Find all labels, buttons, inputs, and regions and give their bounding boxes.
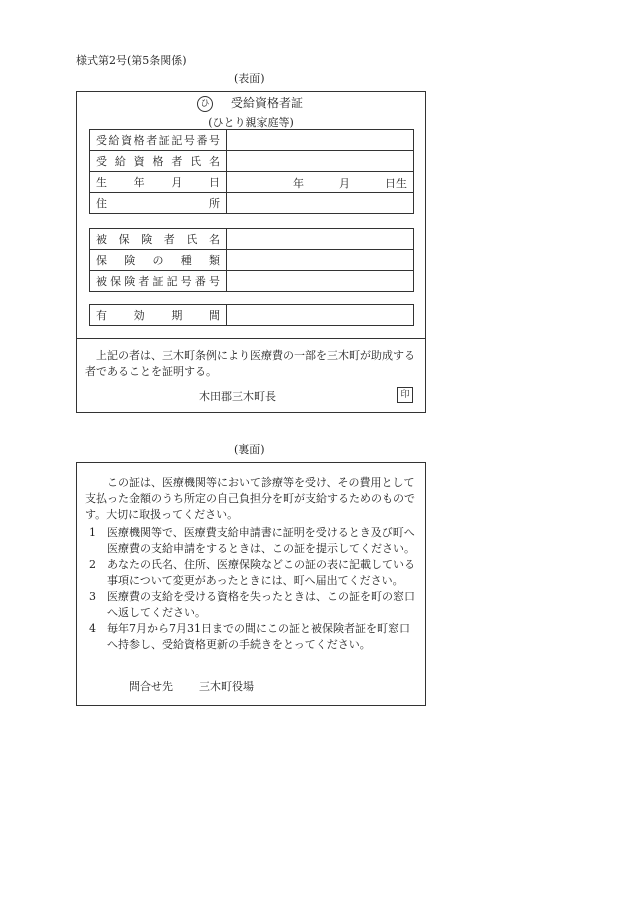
card-title: 受給資格者証 [231, 96, 304, 110]
table-row [90, 151, 414, 172]
list-item [85, 621, 415, 653]
insurance-type-label: 保険の種類 [90, 250, 227, 271]
certification-text: 上記の者は、三木町条例により医療費の一部を三木町が助成する者であることを証明する。 [85, 349, 415, 378]
seal-mark: 印 [397, 387, 413, 403]
insurance-type-value [227, 250, 414, 271]
back-card [76, 462, 426, 706]
address-label: 住所 [90, 193, 227, 214]
table-row [90, 305, 414, 326]
mayor-title: 木田郡三木町長 [199, 390, 276, 403]
insurance-card-number-value [227, 271, 414, 292]
list-item [85, 525, 415, 557]
insurance-table [89, 228, 414, 292]
note-text: 医療機関等で、医療費支給申請書に証明を受けるとき及び町へ医療費の支給申請をするときは、この証を提示してください。 [107, 526, 415, 555]
back-intro-text: この証は、医療機関等において診療等を受け、その費用として支払った金額のうち所定の自己負担分を町が支給するためのものです。大切に取扱ってください。 [85, 476, 415, 521]
certificate-number-value [227, 130, 414, 151]
circled-hi-mark: ひ [197, 96, 213, 112]
notes-list [85, 525, 415, 653]
card-title-row [197, 94, 303, 112]
recipient-name-value [227, 151, 414, 172]
address-value [227, 193, 414, 214]
table-row [90, 250, 414, 271]
back-side-label: (裏面) [234, 443, 265, 456]
table-row [90, 271, 414, 292]
birth-date-value [227, 172, 414, 193]
divider [77, 338, 425, 339]
inquiry-label: 問合せ先 [129, 680, 173, 693]
note-number: 4 [89, 622, 96, 635]
list-item [85, 589, 415, 621]
note-number: 1 [89, 526, 96, 539]
recipient-table [89, 129, 414, 214]
note-text: 医療費の支給を受ける資格を失ったときは、この証を町の窓口へ返してください。 [107, 590, 415, 619]
inquiry [129, 678, 280, 694]
insurance-card-number-label: 被保険者証記号番号 [90, 271, 227, 292]
form-number: 様式第2号(第5条関係) [76, 54, 187, 67]
validity-table [89, 304, 414, 326]
certificate-number-label: 受給資格者証記号番号 [90, 130, 227, 151]
note-text: 毎年7月から7月31日までの間にこの証と被保険者証を町窓口へ持参し、受給資格更新の手続きをとってください。 [107, 622, 410, 651]
dob-year: 年 [293, 177, 304, 190]
note-text: あなたの氏名、住所、医療保険などこの証の表に記載している事項について変更があったときには、町へ届出てください。 [107, 558, 415, 587]
table-row [90, 130, 414, 151]
dob-day: 日生 [385, 177, 407, 190]
dob-month: 月 [339, 177, 350, 190]
table-row [90, 172, 414, 193]
table-row [90, 193, 414, 214]
card-subtitle: (ひとり親家庭等) [208, 116, 294, 129]
validity-period-value [227, 305, 414, 326]
list-item [85, 557, 415, 589]
inquiry-value: 三木町役場 [199, 680, 254, 693]
validity-period-label: 有効期間 [90, 305, 227, 326]
recipient-name-label: 受給資格者氏名 [90, 151, 227, 172]
note-number: 3 [89, 590, 96, 603]
front-side-label: (表面) [234, 72, 265, 85]
table-row [90, 229, 414, 250]
insured-name-label: 被保険者氏名 [90, 229, 227, 250]
note-number: 2 [89, 558, 96, 571]
birth-date-label: 生年月日 [90, 172, 227, 193]
front-card [76, 91, 426, 413]
insured-name-value [227, 229, 414, 250]
